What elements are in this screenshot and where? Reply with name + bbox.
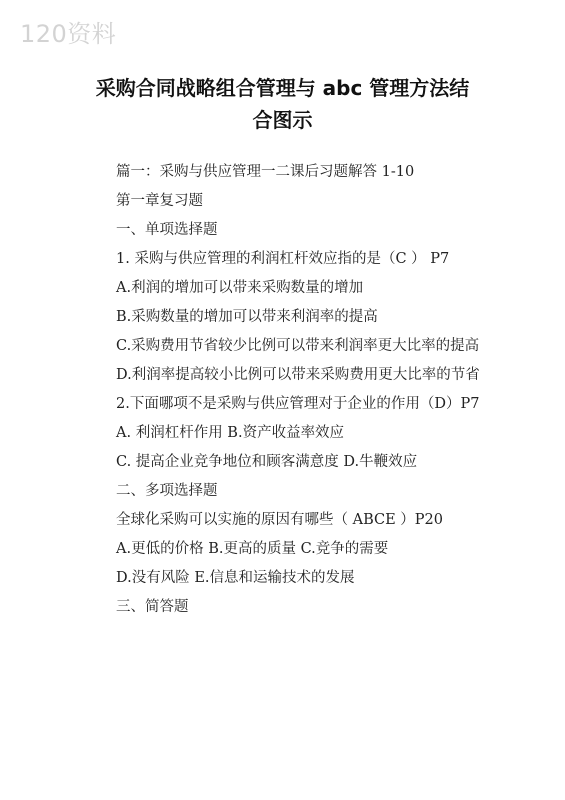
paragraph-intro: 篇一：采购与供应管理一二课后习题解答 1-10 (116, 164, 415, 180)
option-1c: C.采购费用节省较少比例可以带来利润率更大比率的提高 (116, 338, 480, 354)
document-body (86, 158, 486, 622)
options-2cd: C. 提高企业竞争地位和顾客满意度 D.牛鞭效应 (116, 454, 418, 470)
title-line-1: 采购合同战略组合管理与 abc 管理方法结 (95, 76, 470, 100)
question-1: 1. 采购与供应管理的利润杠杆效应指的是（C ） P7 (116, 251, 450, 267)
options-3abc: A.更低的价格 B.更高的质量 C.竞争的需要 (116, 541, 389, 557)
watermark-logo: 120资料 (20, 20, 117, 48)
options-3de: D.没有风险 E.信息和运输技术的发展 (116, 570, 355, 586)
option-1a: A.利润的增加可以带来采购数量的增加 (116, 280, 364, 296)
section-heading-short-answer: 三、简答题 (116, 599, 189, 615)
chapter-heading: 第一章复习题 (116, 193, 203, 209)
section-heading-multiple-choice: 二、多项选择题 (116, 483, 218, 499)
option-1d: D.利润率提高较小比例可以带来采购费用更大比率的节省 (116, 367, 480, 383)
section-heading-single-choice: 一、单项选择题 (116, 222, 218, 238)
question-2: 2.下面哪项不是采购与供应管理对于企业的作用（D）P7 (116, 396, 480, 412)
option-1b: B.采购数量的增加可以带来利润率的提高 (116, 309, 378, 325)
document-title (70, 72, 495, 136)
options-2ab: A. 利润杠杆作用 B.资产收益率效应 (116, 425, 345, 441)
question-3: 全球化采购可以实施的原因有哪些（ ABCE ）P20 (116, 512, 443, 528)
title-line-2: 合图示 (252, 108, 313, 132)
